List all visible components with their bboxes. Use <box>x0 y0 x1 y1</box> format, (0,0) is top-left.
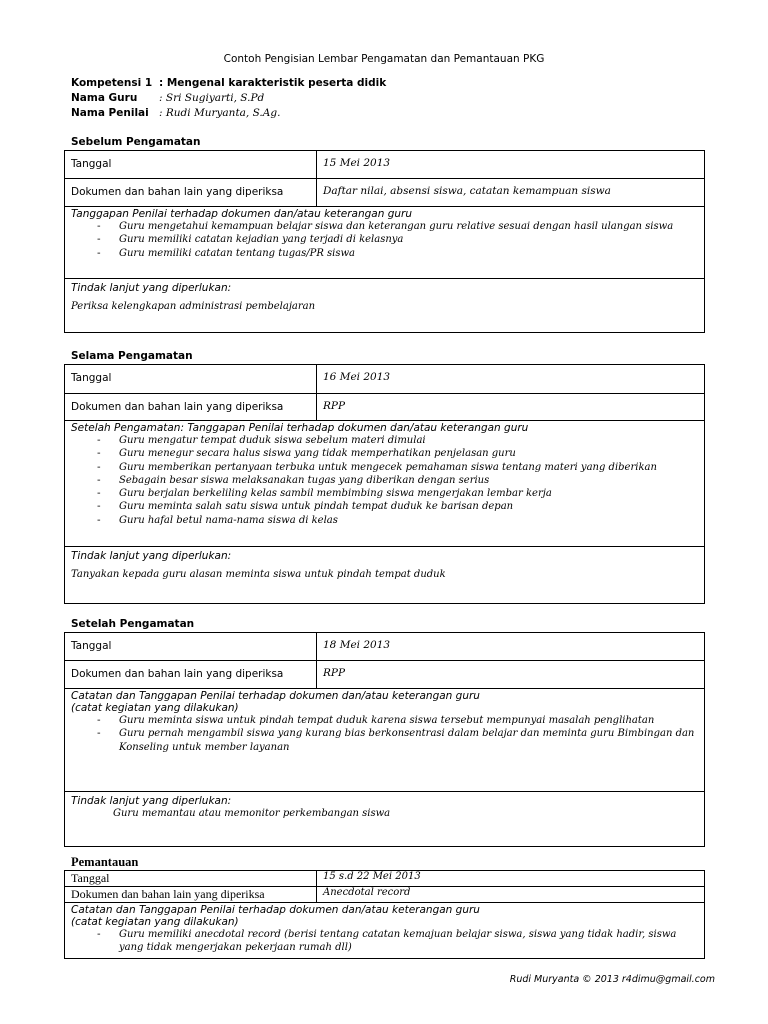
list-item: - Guru pernah mengambil siswa yang kurang bias berkonsentrasi dalam belajar dan meminta guru Bimbingan dan Konseling untuk member layanan <box>119 727 698 754</box>
tanggal-label: Tanggal <box>65 633 317 661</box>
kompetensi-label: Kompetensi 1 <box>71 77 153 89</box>
tindak-label: Tindak lanjut yang diperlukan: <box>71 550 232 562</box>
guru-row <box>71 92 264 104</box>
tanggal-value: 18 Mei 2013 <box>317 633 705 661</box>
dokumen-label: Dokumen dan bahan lain yang diperiksa <box>65 887 317 903</box>
tindak-value: Guru memantau atau memonitor perkembangan siswa <box>113 808 391 819</box>
tanggapan-cell <box>65 689 705 792</box>
dokumen-value: RPP <box>317 394 705 421</box>
list-item: - Guru mengetahui kemampuan belajar siswa dan keterangan guru relative sesuai dengan hasil ulangan siswa <box>119 220 698 233</box>
dokumen-value: RPP <box>317 661 705 689</box>
tindak-value: Tanyakan kepada guru alasan meminta siswa untuk pindah tempat duduk <box>71 569 446 580</box>
tanggapan-subtitle: (catat kegiatan yang dilakukan) <box>71 702 239 714</box>
tindak-label: Tindak lanjut yang diperlukan: <box>71 282 232 294</box>
dokumen-label: Dokumen dan bahan lain yang diperiksa <box>65 394 317 421</box>
tanggapan-cell <box>65 207 705 279</box>
dokumen-label: Dokumen dan bahan lain yang diperiksa <box>65 661 317 689</box>
list-item: - Guru memiliki catatan tentang tugas/PR siswa <box>119 247 698 260</box>
tanggal-value: 15 Mei 2013 <box>317 151 705 179</box>
table-selama <box>64 364 705 604</box>
tanggapan-list <box>71 434 698 527</box>
footer-credit: Rudi Muryanta © 2013 r4dimu@gmail.com <box>509 974 715 985</box>
tanggapan-title: Setelah Pengamatan: Tanggapan Penilai terhadap dokumen dan/atau keterangan guru <box>71 422 529 434</box>
tanggapan-cell <box>65 421 705 547</box>
section-heading-sebelum: Sebelum Pengamatan <box>71 136 201 148</box>
page-title: Contoh Pengisian Lembar Pengamatan dan Pemantauan PKG <box>223 53 545 65</box>
list-item: - Guru meminta siswa untuk pindah tempat duduk karena siswa tersebut mempunyai masalah penglihatan <box>119 714 698 727</box>
section-heading-selama: Selama Pengamatan <box>71 350 193 362</box>
list-item: - Guru hafal betul nama-nama siswa di kelas <box>119 514 698 527</box>
tindak-label: Tindak lanjut yang diperlukan: <box>71 795 232 807</box>
dokumen-label: Dokumen dan bahan lain yang diperiksa <box>65 179 317 207</box>
table-sebelum <box>64 150 705 333</box>
tanggapan-list <box>71 928 698 955</box>
tanggapan-list <box>71 220 698 260</box>
tindak-cell <box>65 792 705 847</box>
list-item: - Guru memberikan pertanyaan terbuka untuk mengecek pemahaman siswa tentang materi yang diberikan <box>119 461 698 474</box>
table-pemantauan <box>64 870 705 959</box>
tanggal-label: Tanggal <box>65 871 317 887</box>
tanggapan-title: Catatan dan Tanggapan Penilai terhadap dokumen dan/atau keterangan guru <box>71 904 480 916</box>
guru-label: Nama Guru <box>71 92 138 104</box>
dokumen-value: Anecdotal record <box>317 887 705 903</box>
tanggapan-list <box>71 714 698 754</box>
section-heading-setelah: Setelah Pengamatan <box>71 618 195 630</box>
tanggapan-title: Catatan dan Tanggapan Penilai terhadap dokumen dan/atau keterangan guru <box>71 690 480 702</box>
tindak-cell <box>65 547 705 604</box>
list-item: - Guru memiliki anecdotal record (berisi tentang catatan kemajuan belajar siswa, siswa yang tidak hadir, siswa yang tidak mengerjakan pekerjaan rumah dll) <box>119 928 698 955</box>
list-item: - Sebagain besar siswa melaksanakan tugas yang diberikan dengan serius <box>119 474 698 487</box>
list-item: - Guru mengatur tempat duduk siswa sebelum materi dimulai <box>119 434 698 447</box>
tanggapan-cell <box>65 903 705 959</box>
section-heading-pemantauan: Pemantauan <box>71 855 139 869</box>
dokumen-value: Daftar nilai, absensi siswa, catatan kemampuan siswa <box>317 179 705 207</box>
kompetensi-value: : Mengenal karakteristik peserta didik <box>159 77 387 89</box>
tindak-value: Periksa kelengkapan administrasi pembelajaran <box>71 301 316 312</box>
list-item: - Guru memiliki catatan kejadian yang terjadi di kelasnya <box>119 233 698 246</box>
tanggapan-title: Tanggapan Penilai terhadap dokumen dan/atau keterangan guru <box>71 208 412 220</box>
table-setelah <box>64 632 705 847</box>
list-item: - Guru meminta salah satu siswa untuk pindah tempat duduk ke barisan depan <box>119 500 698 513</box>
penilai-row <box>71 107 280 119</box>
tanggal-value: 15 s.d 22 Mei 2013 <box>317 871 705 887</box>
penilai-label: Nama Penilai <box>71 107 149 119</box>
penilai-value: : Rudi Muryanta, S.Ag. <box>159 107 281 119</box>
kompetensi-row <box>71 77 386 89</box>
tanggal-label: Tanggal <box>65 151 317 179</box>
tindak-cell <box>65 279 705 333</box>
tanggal-value: 16 Mei 2013 <box>317 365 705 394</box>
tanggal-label: Tanggal <box>65 365 317 394</box>
list-item: - Guru berjalan berkeliling kelas sambil membimbing siswa mengerjakan lembar kerja <box>119 487 698 500</box>
tanggapan-subtitle: (catat kegiatan yang dilakukan) <box>71 916 239 928</box>
guru-value: : Sri Sugiyarti, S.Pd <box>159 92 265 104</box>
list-item: - Guru menegur secara halus siswa yang tidak memperhatikan penjelasan guru <box>119 447 698 460</box>
